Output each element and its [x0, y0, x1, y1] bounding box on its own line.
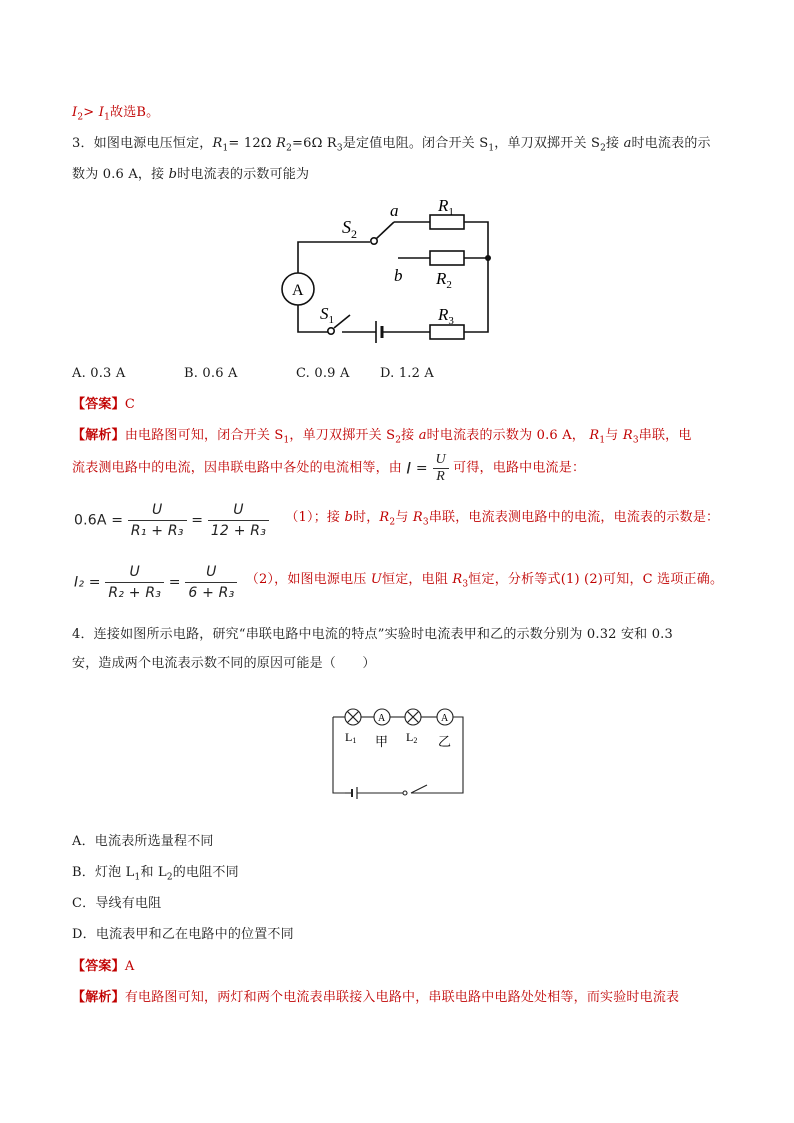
- q3-equation-2: I₂ = $\frac{U}{\text{R₂ + R₃}}$ = $\frac{U}{\text{6 + R₃}}$ （2），如图电源电压 U恒定，电阻 $R_3$恒定，分析等式(1) (2)可知，C 选项正确。: [74, 564, 724, 601]
- terminal-a-label: a: [390, 201, 399, 220]
- r2-label: $R_2$: [436, 269, 452, 291]
- ammeter-label: A: [292, 282, 304, 299]
- q4-analysis-line1: 【解析】有电路图可知，两灯和两个电流表串联接入电路中，串联电路中电路处处相等，而实验时电流表: [72, 990, 680, 1005]
- q4-answer: 【答案】A: [72, 959, 135, 974]
- s1-label: $S_1$: [320, 304, 334, 326]
- prev-answer-conclusion: $I_2> I_1$故选B。: [72, 105, 160, 123]
- q3-option-b[interactable]: B. 0.6 A: [184, 366, 238, 381]
- q4-option-b[interactable]: B．灯泡 $L_1$和 $L_2$的电阻不同: [72, 865, 239, 883]
- jia-label: 甲: [375, 734, 389, 749]
- q3-stem-line1: 3．如图电源电压恒定，$R_1= 12\Omega$ $R_2=6\Omega$ $R_3$是定值电阻。闭合开关 $S_1$，单刀双掷开关 $S_2$接 a时电流表的示: [72, 136, 711, 154]
- q3-option-d[interactable]: D. 1.2 A: [380, 366, 435, 381]
- q4-option-a[interactable]: A．电流表所选量程不同: [72, 834, 214, 849]
- q3-analysis-line1: 【解析】由电路图可知，闭合开关 $S_1$，单刀双掷开关 $S_2$接 a时电流表的示数为 0.6 A， $R_1$与 $R_3$串联，电: [72, 428, 692, 446]
- yi-label: 乙: [438, 734, 452, 749]
- q4-option-c[interactable]: C．导线有电阻: [72, 896, 162, 911]
- ammeter-jia-symbol: A: [378, 713, 386, 724]
- ohm-law-fraction: $\frac{U}{R}$: [433, 452, 449, 485]
- q3-option-c[interactable]: C. 0.9 A: [296, 366, 350, 381]
- q4-option-d[interactable]: D．电流表甲和乙在电路中的位置不同: [72, 927, 294, 942]
- l1-label: L1: [345, 730, 357, 745]
- r3-label: $R_3$: [438, 305, 454, 327]
- junction-dot: [485, 255, 491, 261]
- q4-circuit-diagram: [325, 703, 470, 801]
- q3-answer: 【答案】C: [72, 397, 135, 412]
- q4-stem-line1: 4．连接如图所示电路，研究“串联电路中电流的特点”实验时电流表甲和乙的示数分别为 0.32 安和 0.3: [72, 627, 673, 642]
- q3-analysis-line2: 流表测电路中的电流，因串联电路中各处的电流相等，由 I = $\frac{U}{R}$ 可得，电路中电流是：: [72, 452, 586, 484]
- l2-label: L2: [406, 730, 418, 745]
- q3-option-a[interactable]: A. 0.3 A: [72, 366, 126, 381]
- r1-label: $R_1$: [438, 198, 454, 218]
- q4-stem-line2: 安，造成两个电流表示数不同的原因可能是（ ）: [72, 656, 376, 671]
- q3-circuit-diagram: [270, 198, 510, 358]
- q3-stem-line2: 数为 0.6 A，接 b时电流表的示数可能为: [72, 167, 310, 182]
- ammeter-yi-symbol: A: [441, 713, 449, 724]
- s2-label: $S_2$: [342, 217, 357, 241]
- terminal-b-label: b: [394, 266, 403, 285]
- q3-equation-1: 0.6A = $\frac{U}{\text{R₁ + R₃}}$ = $\frac{U}{\text{12 + R₃}}$ （1）；接 b时，$R_2$与 $R_3$串联，电流表测电路中的电流，电流表的示数是：: [74, 502, 720, 539]
